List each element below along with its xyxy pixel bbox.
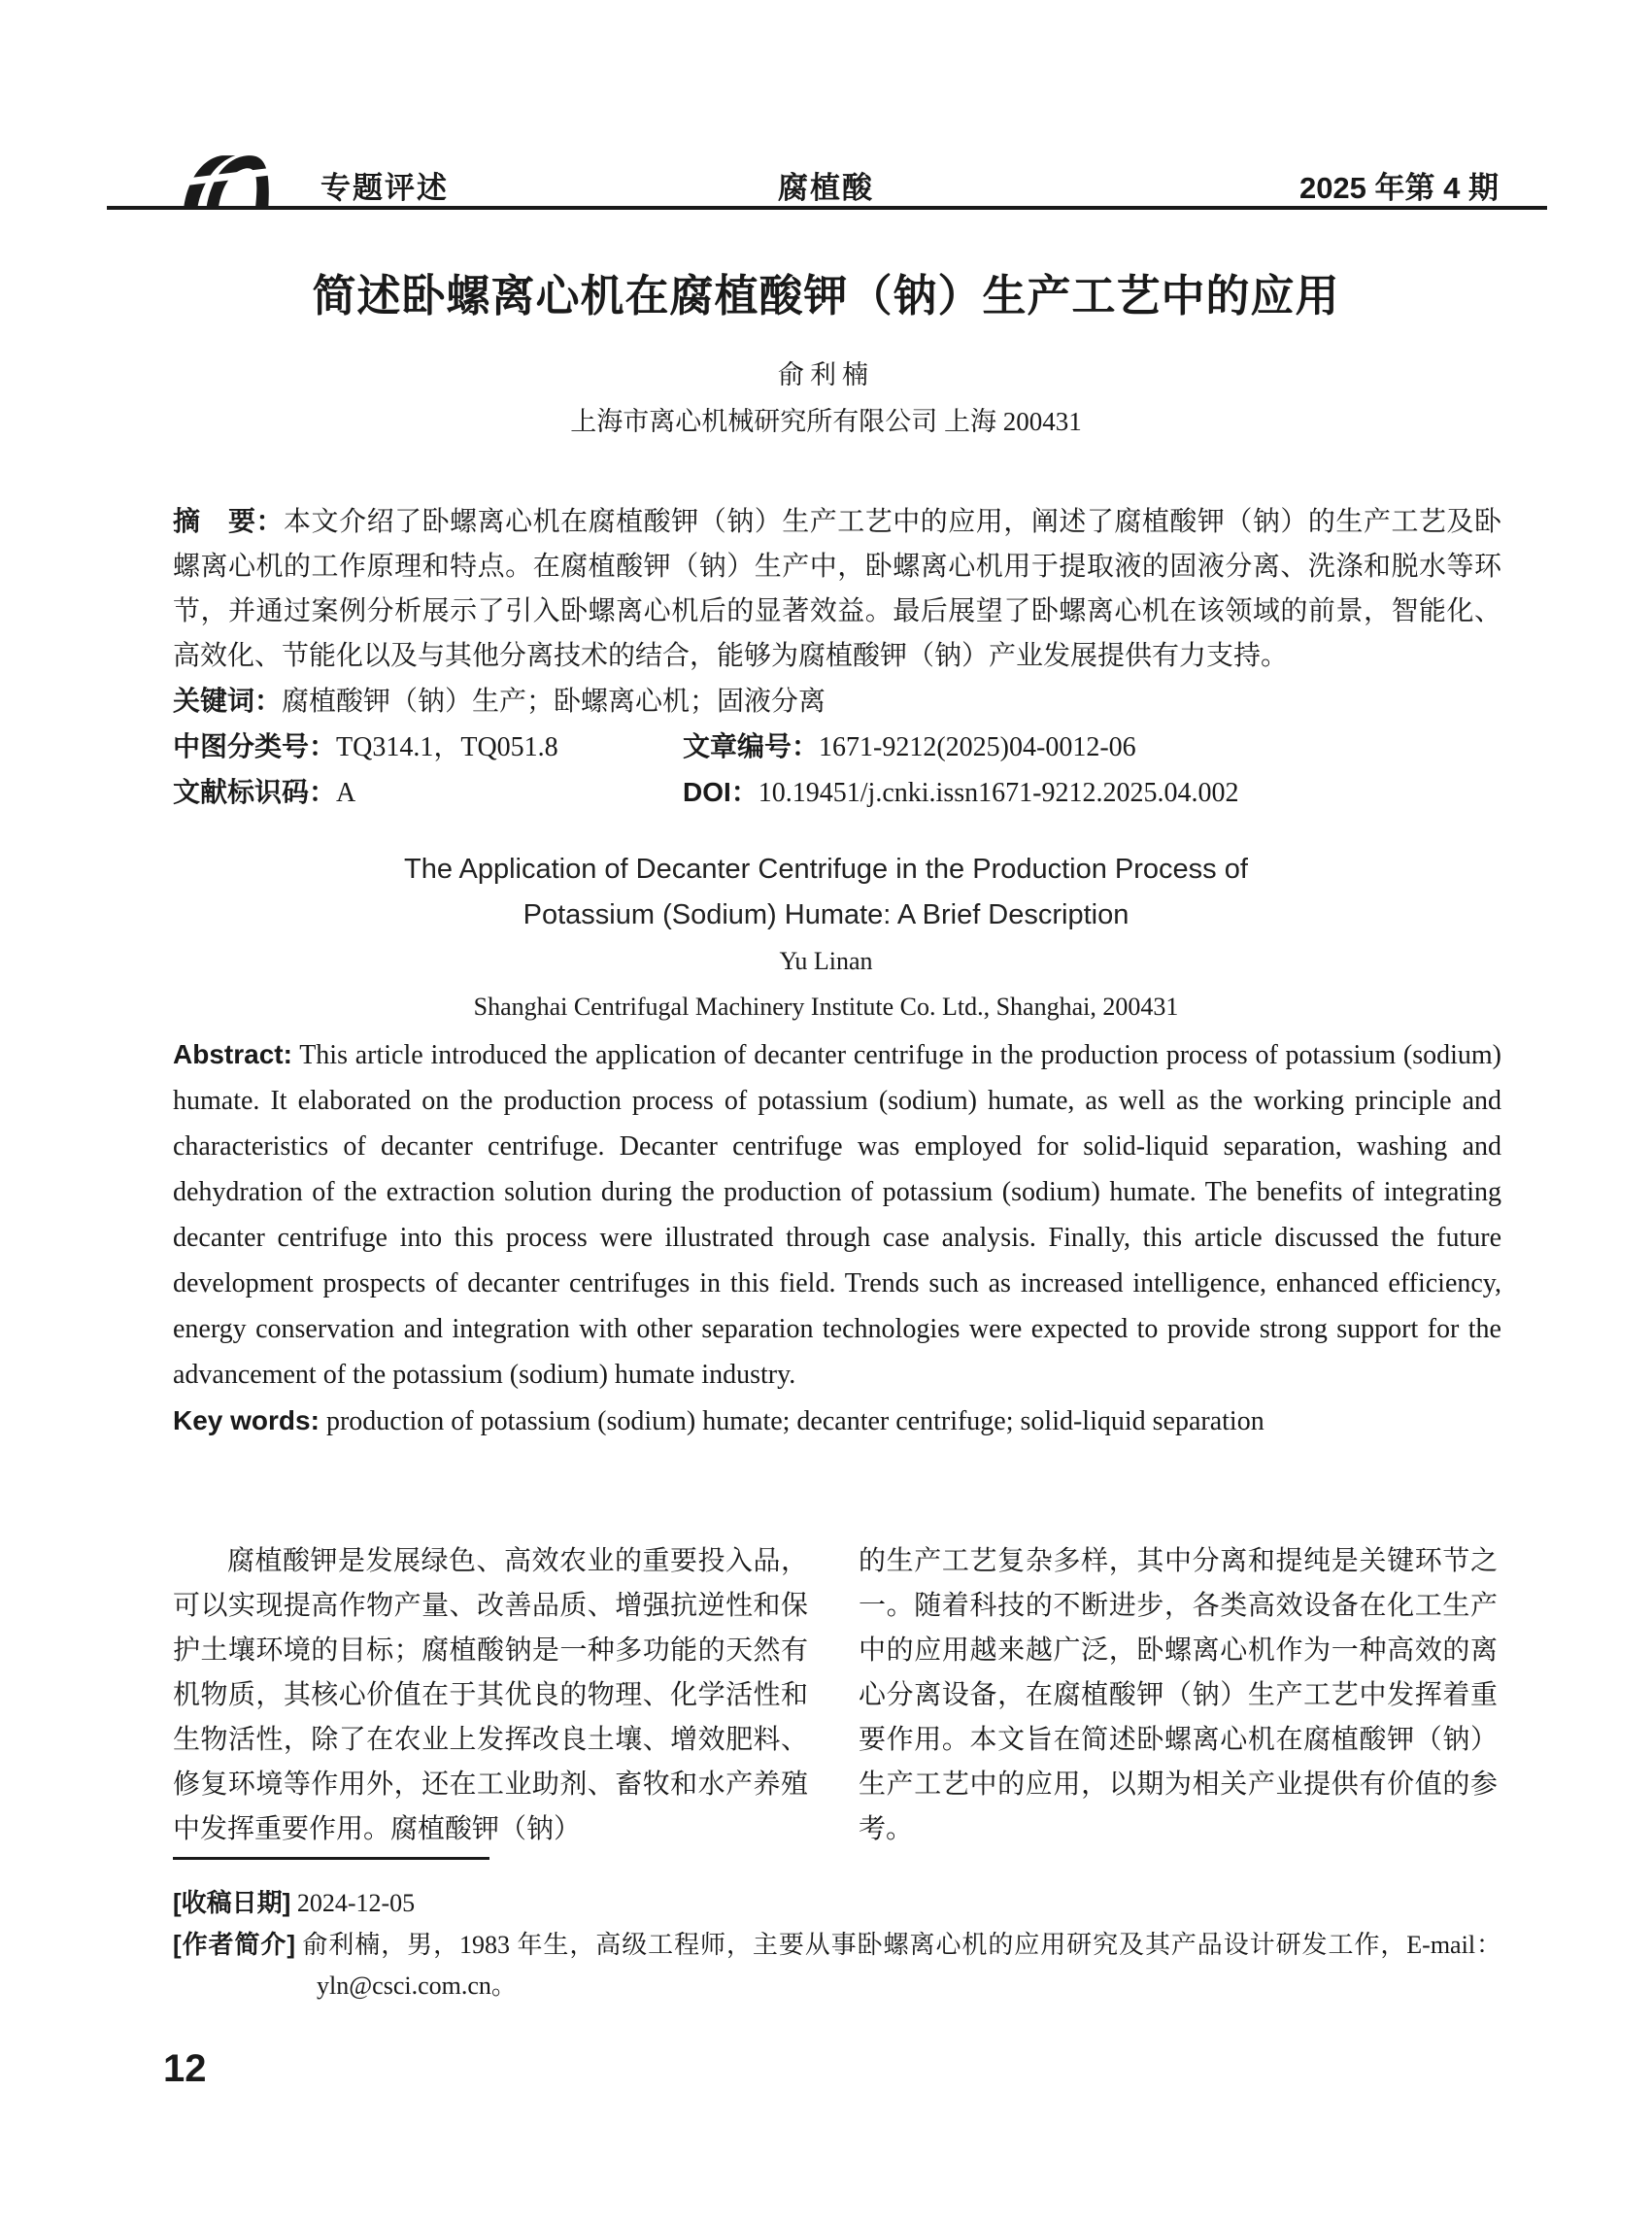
received-date-value: 2024-12-05 xyxy=(290,1889,416,1917)
document-code-value: A xyxy=(336,778,356,808)
meta-row-2 xyxy=(173,770,1501,816)
keywords-label-cn: 关键词： xyxy=(173,686,283,716)
abstract-text-cn: 本文介绍了卧螺离心机在腐植酸钾（钠）生产工艺中的应用，阐述了腐植酸钾（钠）的生产工艺及卧螺离心机的工作原理和特点。在腐植酸钾（钠）生产中，卧螺离心机用于提取液的固液分离、洗涤和脱水等环节，并通过案例分析展示了引入卧螺离心机后的显著效益。最后展望了卧螺离心机在该领域的前景，智能化、高效化、节能化以及与其他分离技术的结合，能够为腐植酸钾（钠）产业发展提供有力支持。 xyxy=(173,507,1501,671)
author-bio-label: [作者简介] xyxy=(173,1930,295,1959)
document-code-label: 文献标识码： xyxy=(173,777,337,807)
author-bio-note xyxy=(173,1924,1501,2006)
footnote-rule xyxy=(173,1857,489,1860)
received-date-label: [收稿日期] xyxy=(173,1888,291,1917)
article-affiliation-en: Shanghai Centrifugal Machinery Institute Co. Ltd., Shanghai, 200431 xyxy=(473,993,1179,1021)
meta-row-1 xyxy=(173,725,1501,770)
header-rule xyxy=(107,206,1547,210)
article-title-en-line2: Potassium (Sodium) Humate: A Brief Description xyxy=(523,899,1129,930)
abstract-label-cn: 摘 要： xyxy=(173,506,285,536)
english-head xyxy=(0,847,1652,1029)
doi-value: 10.19451/j.cnki.issn1671-9212.2025.04.002 xyxy=(758,778,1239,808)
clc-label: 中图分类号： xyxy=(173,731,337,761)
article-number-value: 1671-9212(2025)04-0012-06 xyxy=(819,732,1136,762)
body-column-right xyxy=(859,1539,1498,1852)
body-paragraph-left: 腐植酸钾是发展绿色、高效农业的重要投入品，可以实现提高作物产量、改善品质、增强抗逆性和保护土壤环境的目标；腐植酸钠是一种多功能的天然有机物质，其核心价值在于其优良的物理、化学活性和生物活性，除了在农业上发挥改良土壤、增效肥料、修复环境等作用外，还在工业助剂、畜牧和水产养殖中发挥重要作用。腐植酸钾（钠） xyxy=(173,1546,808,1844)
abstract-block-en xyxy=(173,1031,1501,1444)
abstract-text-en: This article introduced the application of decanter centrifuge in the production process of potassium (sodium) humate. It elaborated on the production process of potassium (sodium) humate, as well as the working principle and characteristics of decanter centrifuge. Decanter centrifuge was employed for solid-liquid separation, washing and dehydration of the extraction solution during the production of potassium (sodium) humate. The benefits of integrating decanter centrifuge into this process were illustrated through case analysis. Finally, this article discussed the future development prospects of decanter centrifuges in this field. Trends such as increased intelligence, enhanced efficiency, energy conservation and integration with other separation technologies were expected to provide strong support for the advancement of the potassium (sodium) humate industry. xyxy=(173,1040,1501,1390)
header-issue-label: 2025 年第 4 期 xyxy=(1298,171,1499,205)
footnotes xyxy=(173,1882,1501,2006)
article-title-cn: 简述卧螺离心机在腐植酸钾（钠）生产工艺中的应用 xyxy=(312,272,1340,320)
abstract-label-en: Abstract: xyxy=(173,1039,292,1069)
body-paragraph-right: 的生产工艺复杂多样，其中分离和提纯是关键环节之一。随着科技的不断进步，各类高效设备在化工生产中的应用越来越广泛，卧螺离心机作为一种高效的离心分离设备，在腐植酸钾（钠）生产工艺中发挥着重要作用。本文旨在简述卧螺离心机在腐植酸钾（钠）生产工艺中的应用，以期为相关产业提供有价值的参考。 xyxy=(859,1546,1498,1844)
doi xyxy=(683,770,1501,816)
page-number: 12 xyxy=(163,2047,207,2090)
keywords-line-en xyxy=(173,1398,1501,1444)
author-bio-value: 俞利楠，男，1983 年生，高级工程师，主要从事卧螺离心机的应用研究及其产品设计研发工作，E-mail：yln@csci.com.cn。 xyxy=(295,1931,1501,2000)
article-number-label: 文章编号： xyxy=(683,731,820,761)
header-section-label: 专题评述 xyxy=(320,171,449,205)
keywords-text-en: production of potassium (sodium) humate; decanter centrifuge; solid-liquid separation xyxy=(319,1406,1264,1436)
clc-number xyxy=(173,725,683,770)
keywords-text-cn: 腐植酸钾（钠）生产；卧螺离心机；固液分离 xyxy=(282,687,826,717)
article-author-cn: 俞利楠 xyxy=(778,360,874,389)
keywords-label-en: Key words: xyxy=(173,1405,320,1435)
article-number xyxy=(683,725,1501,770)
doi-label: DOI： xyxy=(683,777,759,807)
article-affiliation-cn: 上海市离心机械研究所有限公司 上海 200431 xyxy=(570,407,1082,436)
document-code xyxy=(173,770,683,816)
keywords-line-cn xyxy=(173,679,1501,725)
received-date-note xyxy=(173,1882,1501,1924)
article-author-en: Yu Linan xyxy=(779,947,873,975)
abstract-paragraph-cn xyxy=(173,499,1501,679)
abstract-paragraph-en xyxy=(173,1031,1501,1398)
header-journal-name: 腐植酸 xyxy=(778,171,874,205)
abstract-block-cn xyxy=(173,499,1501,816)
body-column-left xyxy=(173,1539,808,1852)
article-title-en-line1: The Application of Decanter Centrifuge in the Production Process of xyxy=(404,854,1248,885)
clc-value: TQ314.1，TQ051.8 xyxy=(336,732,558,762)
